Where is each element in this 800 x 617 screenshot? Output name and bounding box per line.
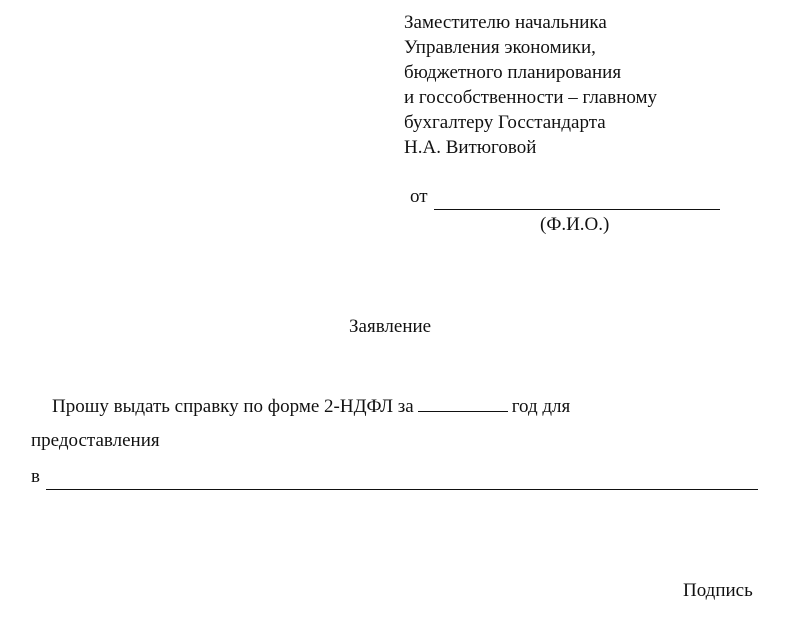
addressee-line: и госсобственности – главному (404, 87, 658, 108)
addressee-block (404, 10, 784, 160)
from-name-blank-line (434, 185, 720, 210)
addressee-line: Заместителю начальника (404, 12, 607, 33)
from-label: от (410, 186, 428, 207)
addressee-line: бюджетного планирования (404, 62, 622, 83)
request-text-start: Прошу выдать справку по форме 2-НДФЛ за (52, 396, 414, 417)
addressee-line: Н.А. Витюговой (404, 137, 537, 158)
fio-caption: (Ф.И.О.) (540, 214, 610, 235)
signature-label: Подпись (683, 580, 753, 601)
from-field (410, 184, 730, 212)
destination-field (31, 464, 763, 490)
request-text-line (52, 391, 570, 420)
addressee-line: бухгалтеру Госстандарта (404, 112, 606, 133)
addressee-line: Управления экономики, (404, 37, 596, 58)
request-text-end: год для (511, 396, 571, 417)
destination-blank-line (46, 467, 758, 490)
destination-prefix: в (31, 466, 40, 487)
document-title: Заявление (349, 316, 432, 337)
purpose-text: предоставления (31, 430, 160, 451)
year-blank-line (418, 391, 508, 412)
